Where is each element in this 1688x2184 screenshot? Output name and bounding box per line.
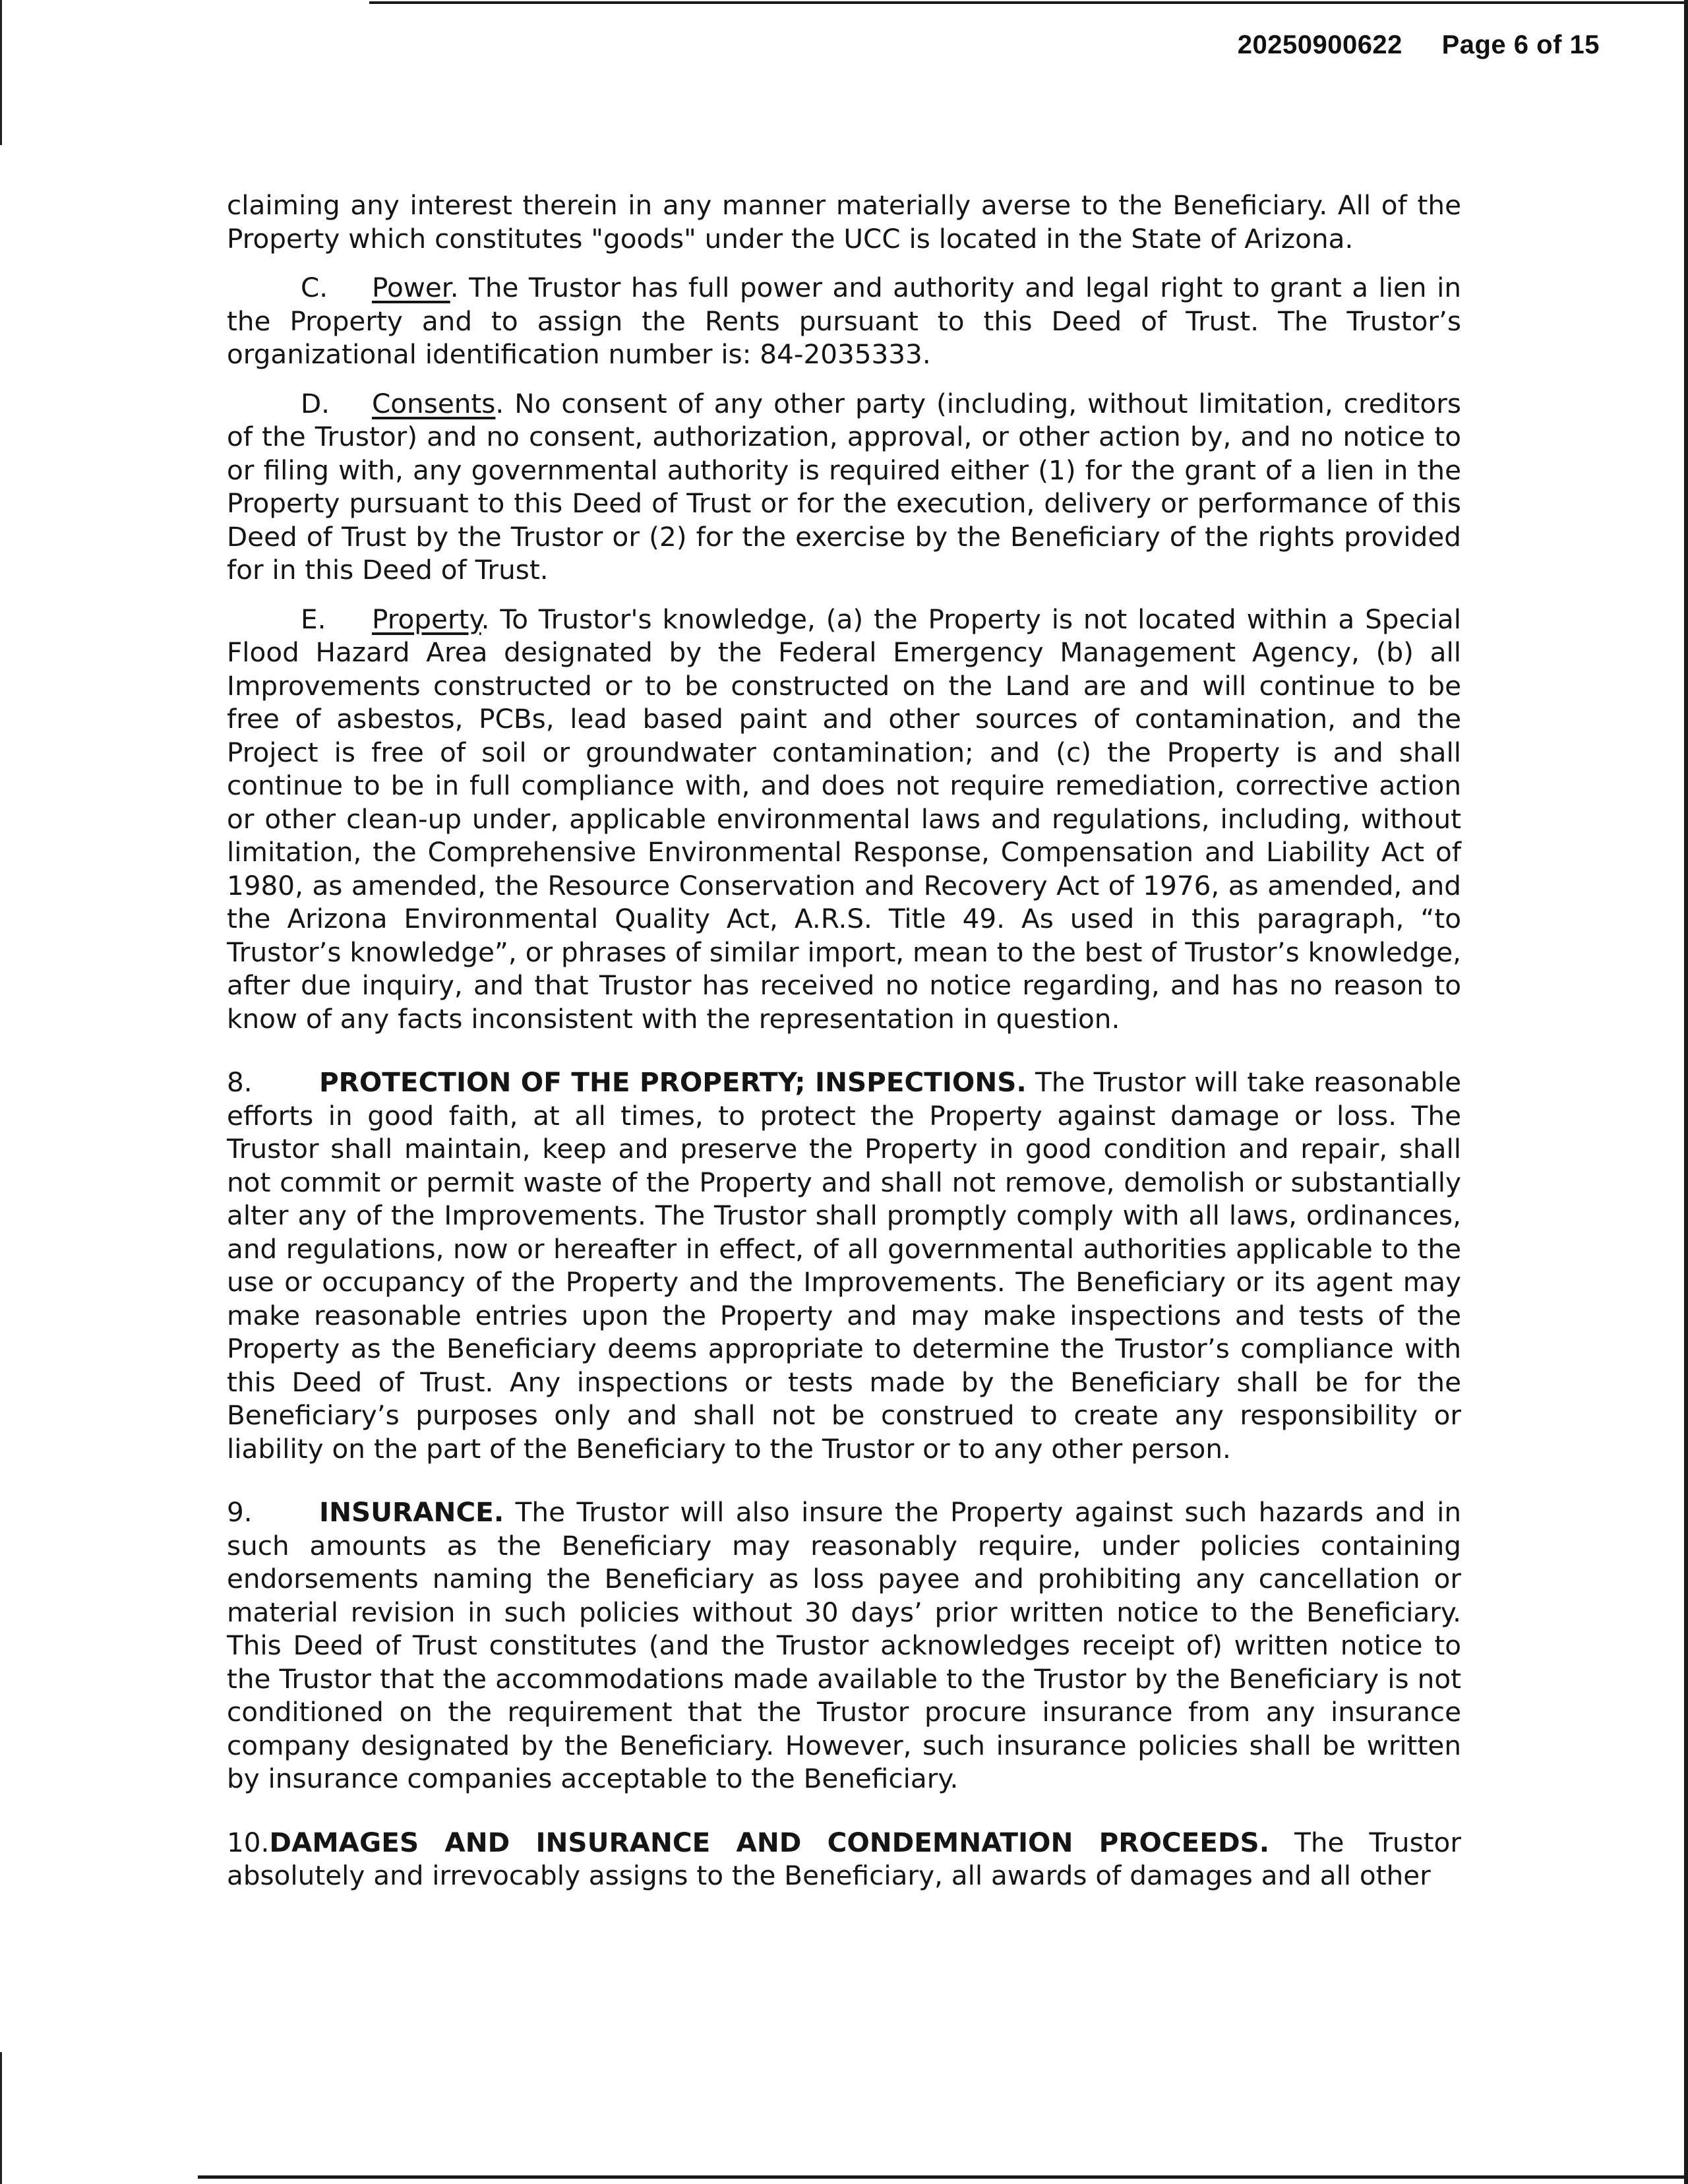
page-number: Page 6 of 15 bbox=[1441, 30, 1600, 59]
paragraph-heading: Power bbox=[372, 272, 450, 303]
section-text: The Trustor absolutely and irrevocably assigns to the Beneficiary, all awards of damages and all other bbox=[227, 1826, 1461, 1891]
section-10 bbox=[227, 1826, 1461, 1893]
paragraph-heading: Consents bbox=[372, 387, 496, 419]
paragraph-d bbox=[227, 387, 1461, 587]
paragraph-label: C. bbox=[301, 272, 328, 303]
scan-edge-top bbox=[369, 1, 1688, 4]
section-heading: INSURANCE. bbox=[319, 1496, 504, 1528]
paragraph-text: . To Trustor's knowledge, (a) the Property is not located within a Special Flood Hazard Area designated by the Federal Emergency Management Agency, (b) all Improvements constructed or to be constructed on the Land are and will continue to be free of asbestos, PCBs, lead based paint and other sources of contamination, and the Project is free of soil or groundwater contamination; and (c) the Property is and shall continue to be in full compliance with, and does not require remediation, corrective action or other clean-up under, applicable environmental laws and regulations, including, without limitation, the Comprehensive Environmental Response, Compensation and Liability Act of 1980, as amended, the Resource Conservation and Recovery Act of 1976, as amended, and the Arizona Environmental Quality Act, A.R.S. Title 49. As used in this paragraph, “to Trustor’s knowledge”, or phrases of similar import, mean to the best of Trustor’s knowledge, after due inquiry, and that Trustor has received no notice regarding, and has no reason to know of any facts inconsistent with the representation in question. bbox=[227, 603, 1461, 1035]
paragraph-text: . No consent of any other party (including, without limitation, creditors of the Trustor) and no consent, authorization, approval, or other action by, and no notice to or filing with, any governmental authority is required either (1) for the grant of a lien in the Property pursuant to this Deed of Trust or for the execution, delivery or performance of this Deed of Trust by the Trustor or (2) for the exercise by the Beneficiary of the rights provided for in this Deed of Trust. bbox=[227, 387, 1461, 586]
section-text: The Trustor will also insure the Property against such hazards and in such amounts as the Beneficiary may reasonably require, under policies containing endorsements naming the Beneficiary as loss payee and prohibiting any cancellation or material revision in such policies without 30 days’ prior written notice to the Beneficiary. This Deed of Trust constitutes (and the Trustor acknowledges receipt of) written notice to the Trustor that the accommodations made available to the Trustor by the Beneficiary is not conditioned on the requirement that the Trustor procure insurance from any insurance company designated by the Beneficiary. However, such insurance policies shall be written by insurance companies acceptable to the Beneficiary. bbox=[227, 1496, 1461, 1794]
section-heading: DAMAGES AND INSURANCE AND CONDEMNATION PROCEEDS. bbox=[269, 1826, 1270, 1858]
section-number: 10. bbox=[227, 1826, 270, 1858]
section-8 bbox=[227, 1066, 1461, 1465]
section-number: 9. bbox=[227, 1496, 253, 1528]
section-text: The Trustor will take reasonable efforts in good faith, at all times, to protect the Property against damage or loss. The Trustor shall maintain, keep and preserve the Property in good condition and repair, shall not commit or permit waste of the Property and shall not remove, demolish or substantially alter any of the Improvements. The Trustor shall promptly comply with all laws, ordinances, and regulations, now or hereafter in effect, of all governmental authorities applicable to the use or occupancy of the Property and the Improvements. The Beneficiary or its agent may make reasonable entries upon the Property and may make inspections and tests of the Property as the Beneficiary deems appropriate to determine the Trustor’s compliance with this Deed of Trust. Any inspections or tests made by the Beneficiary shall be for the Beneficiary’s purposes only and shall not be construed to create any responsibility or liability on the part of the Beneficiary to the Trustor or to any other person. bbox=[227, 1066, 1461, 1465]
page-header bbox=[1238, 30, 1600, 60]
document-number: 20250900622 bbox=[1237, 30, 1402, 59]
paragraph-text: . The Trustor has full power and authority and legal right to grant a lien in the Property and to assign the Rents pursuant to this Deed of Trust. The Trustor’s organizational identification number is: 84-2035333. bbox=[227, 272, 1461, 370]
section-number: 8. bbox=[227, 1066, 253, 1098]
scan-edge-left-top bbox=[0, 0, 2, 145]
scan-edge-left-bottom bbox=[0, 2052, 2, 2184]
section-9 bbox=[227, 1496, 1461, 1796]
scan-edge-bottom bbox=[198, 2175, 1688, 2179]
scan-edge-right bbox=[1684, 0, 1688, 2184]
section-heading: PROTECTION OF THE PROPERTY; INSPECTIONS. bbox=[319, 1066, 1027, 1098]
paragraph-text: claiming any interest therein in any manner materially averse to the Beneficiary. All of the Property which constitutes "goods" under the UCC is located in the State of Arizona. bbox=[227, 189, 1461, 255]
document-body bbox=[227, 189, 1461, 1893]
paragraph-e bbox=[227, 603, 1461, 1036]
paragraph-label: D. bbox=[301, 387, 330, 419]
paragraph-c bbox=[227, 271, 1461, 371]
paragraph-label: E. bbox=[301, 603, 326, 635]
continued-paragraph bbox=[227, 189, 1461, 255]
paragraph-heading: Property bbox=[372, 603, 481, 635]
